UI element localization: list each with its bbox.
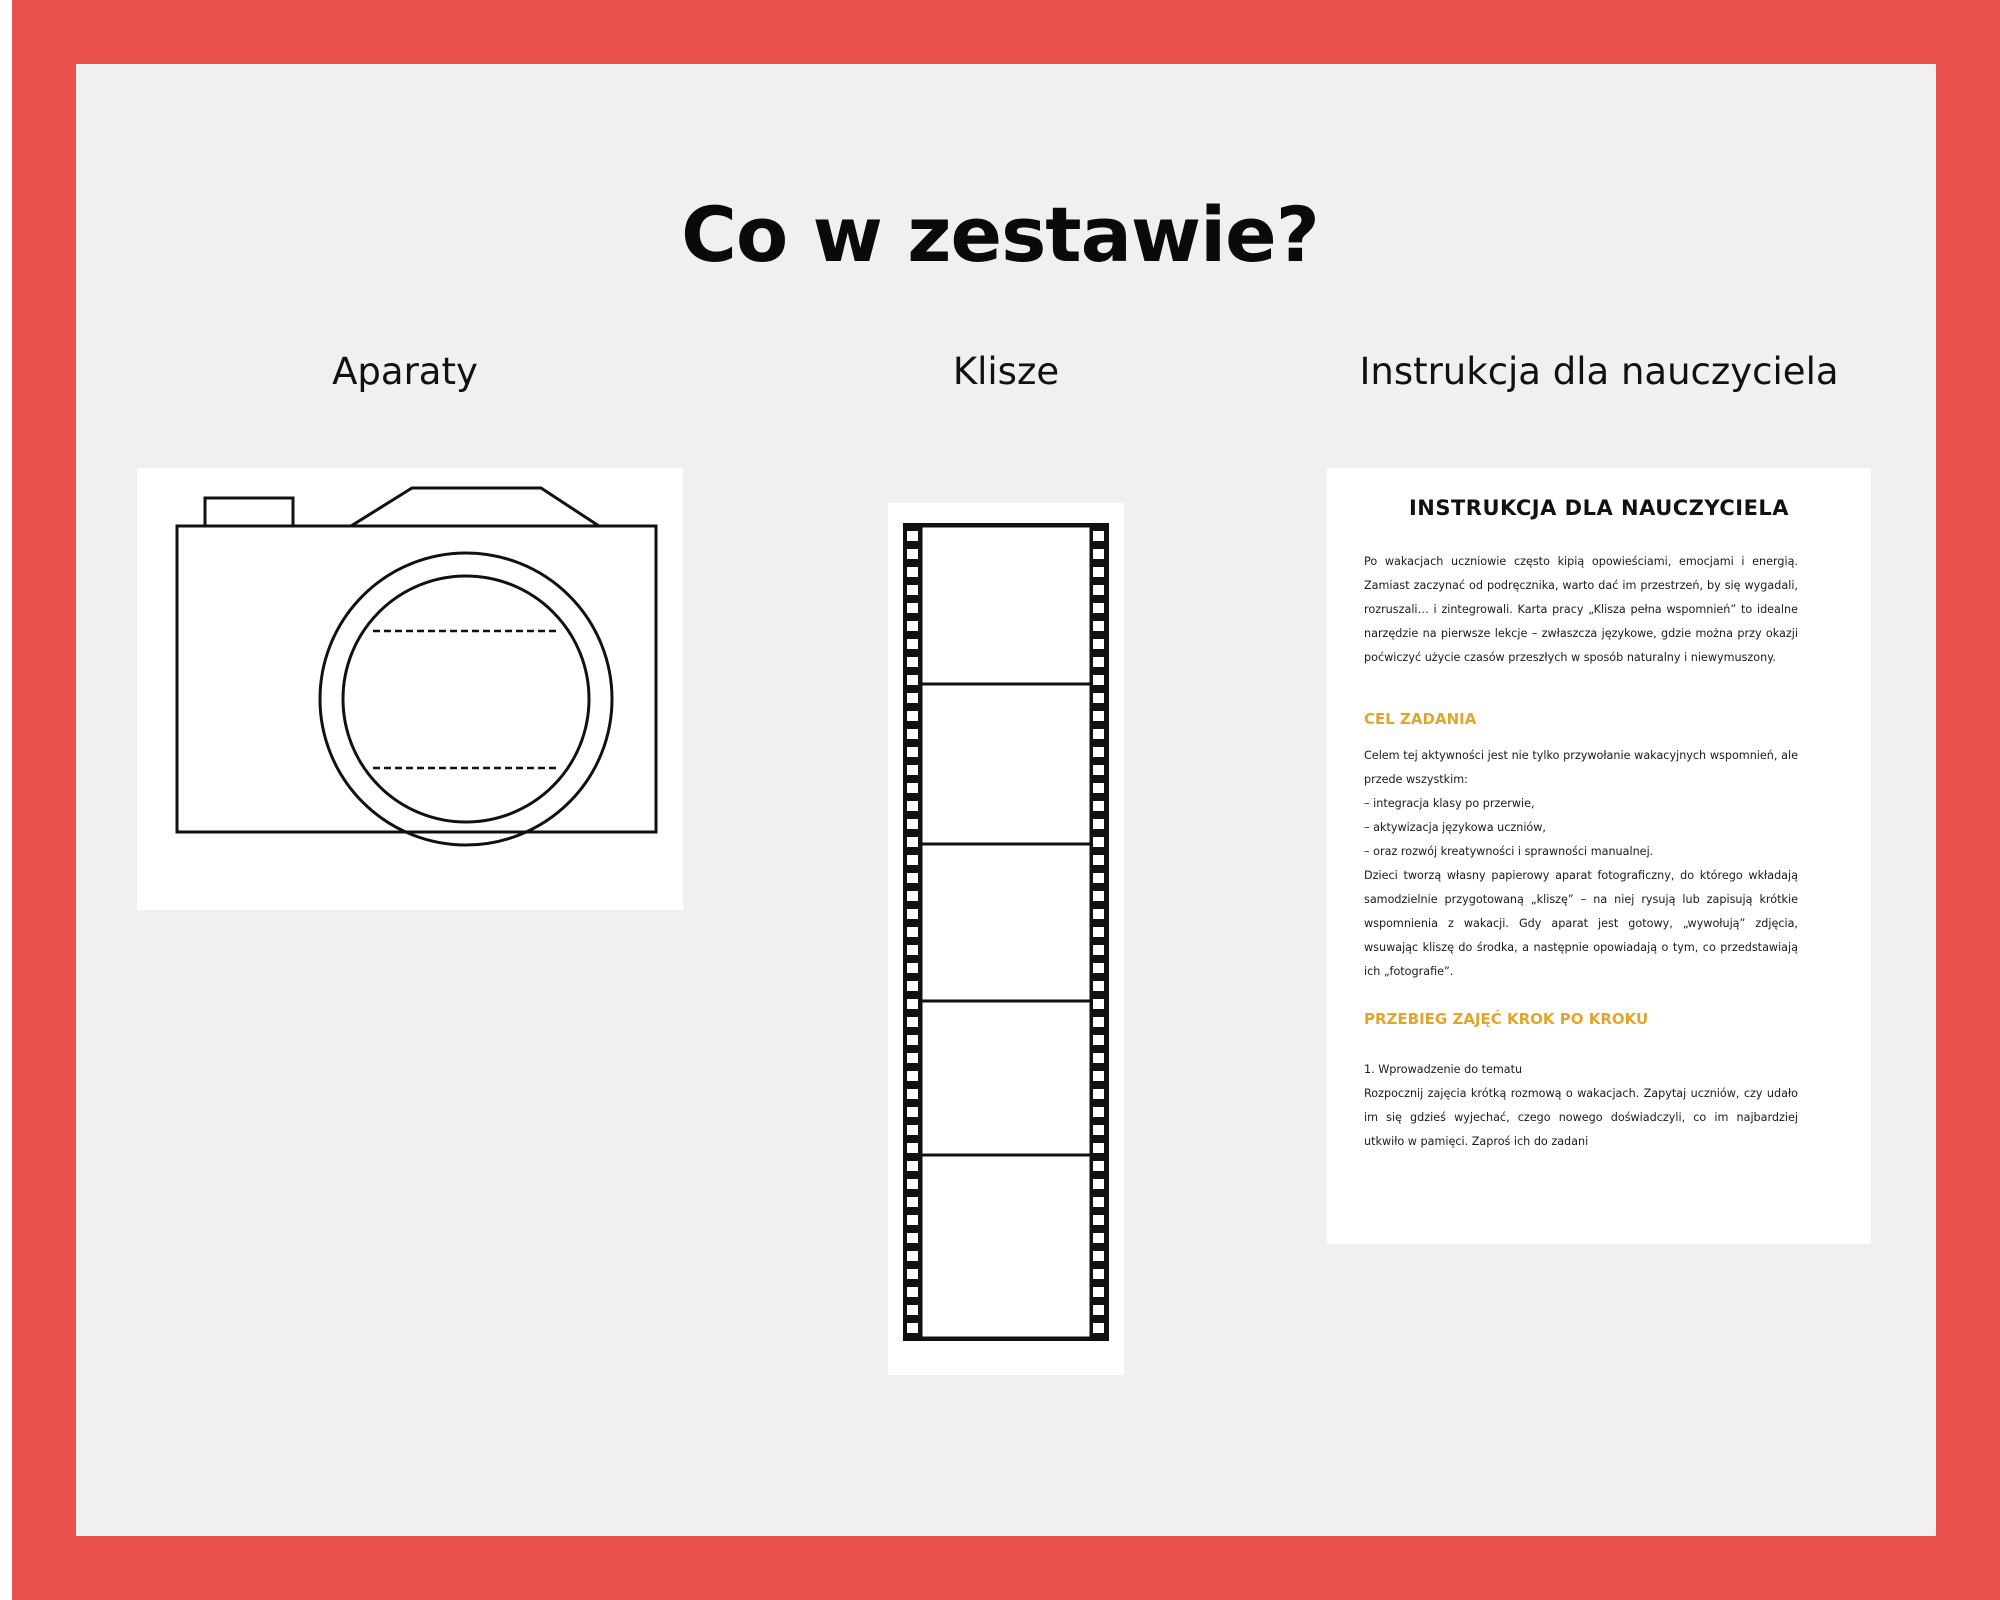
film-sprocket-hole: [907, 1287, 918, 1297]
film-sprocket-hole: [1093, 1197, 1104, 1207]
film-sprocket-hole: [1093, 567, 1104, 577]
teacher-instruction-document: [1327, 468, 1871, 1244]
film-sprocket-hole: [907, 1161, 918, 1171]
camera-template-card: [137, 468, 683, 910]
film-strip-icon: [888, 503, 1124, 1375]
film-sprocket-hole: [907, 909, 918, 919]
film-sprocket-hole: [1093, 963, 1104, 973]
film-sprocket-hole: [1093, 1233, 1104, 1243]
film-strip-card: [888, 503, 1124, 1375]
film-sprocket-hole: [907, 747, 918, 757]
column-label-instrukcja: Instrukcja dla nauczyciela: [1359, 350, 1839, 393]
film-sprocket-hole: [1093, 945, 1104, 955]
film-sprocket-hole: [1093, 801, 1104, 811]
film-sprocket-hole: [1093, 1323, 1104, 1333]
film-sprocket-hole: [907, 1017, 918, 1027]
film-sprocket-hole: [907, 765, 918, 775]
film-sprocket-hole: [1093, 927, 1104, 937]
step-1-text: Rozpocznij zajęcia krótką rozmową o wakacjach. Zapytaj uczniów, czy udało im się gdzieś wyjechać, czego nowego doświadczyli, co im najbardziej utkwiło w pamięci. Zaproś ich do zadani: [1364, 1087, 1798, 1148]
film-sprocket-hole: [907, 549, 918, 559]
camera-template-icon: [137, 468, 683, 910]
film-sprocket-hole: [1093, 1179, 1104, 1189]
film-sprocket-hole: [907, 1269, 918, 1279]
film-sprocket-hole: [1093, 1269, 1104, 1279]
film-sprocket-hole: [1093, 855, 1104, 865]
film-sprocket-hole: [1093, 711, 1104, 721]
film-sprocket-hole: [1093, 1143, 1104, 1153]
film-sprocket-hole: [907, 711, 918, 721]
film-sprocket-hole: [907, 1323, 918, 1333]
film-sprocket-hole: [907, 1251, 918, 1261]
film-sprocket-hole: [1093, 891, 1104, 901]
film-sprocket-hole: [907, 1071, 918, 1081]
film-sprocket-hole: [1093, 1107, 1104, 1117]
film-sprocket-hole: [907, 837, 918, 847]
film-sprocket-hole: [1093, 585, 1104, 595]
film-sprocket-hole: [1093, 1215, 1104, 1225]
film-sprocket-hole: [907, 1125, 918, 1135]
film-sprocket-hole: [1093, 873, 1104, 883]
film-sprocket-hole: [907, 639, 918, 649]
film-sprocket-hole: [907, 945, 918, 955]
film-sprocket-hole: [1093, 639, 1104, 649]
film-sprocket-hole: [1093, 981, 1104, 991]
film-sprocket-hole: [1093, 747, 1104, 757]
film-sprocket-hole: [907, 873, 918, 883]
film-sprocket-hole: [907, 999, 918, 1009]
film-sprocket-hole: [907, 855, 918, 865]
film-sprocket-hole: [1093, 531, 1104, 541]
film-sprocket-hole: [907, 603, 918, 613]
film-sprocket-hole: [1093, 1125, 1104, 1135]
film-sprocket-hole: [907, 1035, 918, 1045]
step-1-title: 1. Wprowadzenie do tematu: [1364, 1063, 1523, 1076]
film-sprocket-hole: [907, 531, 918, 541]
film-sprocket-hole: [1093, 909, 1104, 919]
film-sprocket-hole: [1093, 819, 1104, 829]
film-sprocket-hole: [907, 1215, 918, 1225]
film-sprocket-hole: [1093, 1035, 1104, 1045]
film-sprocket-hole: [1093, 693, 1104, 703]
film-sprocket-hole: [1093, 1251, 1104, 1261]
goal-heading: CEL ZADANIA: [1364, 710, 1477, 728]
film-sprocket-hole: [907, 1107, 918, 1117]
film-sprocket-hole: [907, 891, 918, 901]
film-sprocket-hole: [1093, 1287, 1104, 1297]
film-sprocket-hole: [907, 1089, 918, 1099]
film-sprocket-hole: [907, 729, 918, 739]
film-sprocket-hole: [907, 621, 918, 631]
film-sprocket-hole: [907, 1233, 918, 1243]
column-label-aparaty: Aparaty: [332, 350, 478, 393]
film-sprocket-hole: [907, 1197, 918, 1207]
film-sprocket-hole: [907, 1053, 918, 1063]
document-intro-text: Po wakacjach uczniowie często kipią opowieściami, emocjami i energią. Zamiast zaczynać od podręcznika, warto dać im przestrzeń, by się wygadali, rozruszali… i zintegrowali. Karta pracy „Klisza pełna wspomnień” to idealne narzędzie na pierwsze lekcje – zwłaszcza językowe, gdzie można przy okazji poćwiczyć użycie czasów przeszłych w sposób naturalny i niewymuszony.: [1364, 555, 1798, 664]
film-sprocket-hole: [907, 1179, 918, 1189]
film-sprocket-hole: [907, 927, 918, 937]
film-sprocket-hole: [1093, 765, 1104, 775]
film-sprocket-hole: [907, 657, 918, 667]
film-sprocket-hole: [907, 1305, 918, 1315]
goal-text: Celem tej aktywności jest nie tylko przywołanie wakacyjnych wspomnień, ale przede wszystkim: – integracja klasy po przerwie, – aktywizacja językowa uczniów, – oraz rozwój kreatywności i sprawności manualnej. Dzieci tworzą własny papierowy aparat fotograficzny, do którego wkładają samodzielnie przygotowaną „kliszę” – na niej rysują lub zapisują krótkie wspomnienia z wakacji. Gdy aparat jest gotowy, „wywołują” zdjęcia, wsuwając kliszę do środka, a następnie opowiadają o tym, co przedstawiają ich „fotografie”.: [1364, 749, 1798, 978]
film-sprocket-hole: [1093, 1161, 1104, 1171]
film-sprocket-hole: [1093, 603, 1104, 613]
film-sprocket-hole: [907, 585, 918, 595]
film-sprocket-hole: [907, 1143, 918, 1153]
film-sprocket-hole: [1093, 783, 1104, 793]
film-sprocket-hole: [1093, 1089, 1104, 1099]
film-sprocket-hole: [1093, 837, 1104, 847]
film-sprocket-hole: [907, 981, 918, 991]
film-sprocket-hole: [1093, 1053, 1104, 1063]
film-sprocket-hole: [907, 567, 918, 577]
film-sprocket-hole: [1093, 621, 1104, 631]
steps-heading: PRZEBIEG ZAJĘĆ KROK PO KROKU: [1364, 1010, 1649, 1028]
film-sprocket-hole: [1093, 657, 1104, 667]
film-sprocket-hole: [1093, 999, 1104, 1009]
film-sprocket-hole: [907, 819, 918, 829]
film-sprocket-hole: [907, 801, 918, 811]
film-sprocket-hole: [907, 963, 918, 973]
film-sprocket-hole: [1093, 675, 1104, 685]
film-sprocket-hole: [1093, 729, 1104, 739]
film-sprocket-hole: [1093, 549, 1104, 559]
page-title: Co w zestawie?: [681, 190, 1319, 279]
document-title: INSTRUKCJA DLA NAUCZYCIELA: [1408, 496, 1790, 520]
film-sprocket-hole: [907, 783, 918, 793]
film-sprocket-hole: [1093, 1017, 1104, 1027]
film-sprocket-hole: [1093, 1071, 1104, 1081]
column-label-klisze: Klisze: [952, 350, 1060, 393]
film-sprocket-hole: [907, 693, 918, 703]
film-sprocket-hole: [907, 675, 918, 685]
film-sprocket-hole: [1093, 1305, 1104, 1315]
